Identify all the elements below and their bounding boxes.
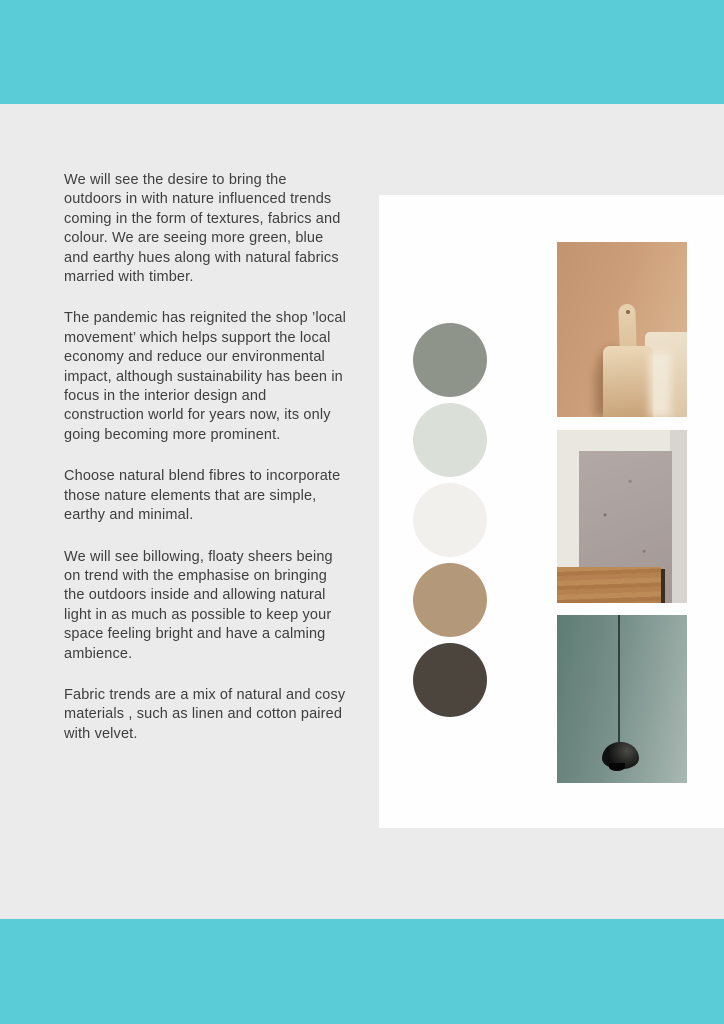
timber-shelf: [557, 567, 661, 603]
photo-concrete-wall-timber-shelf: [557, 430, 687, 603]
color-swatch-warm-tan: [413, 563, 487, 637]
body-text-column: [64, 171, 348, 766]
wall-strip: [670, 430, 687, 603]
color-swatch-charcoal-brown: [413, 643, 487, 717]
paragraph-fabric-trends: Fabric trends are a mix of natural and cosy materials , such as linen and cotton paired with velvet.: [64, 686, 346, 742]
photo-tan-wall-cutting-boards: [557, 242, 687, 417]
top-accent-band: [0, 0, 724, 104]
cutting-board-hole: [626, 310, 630, 314]
cutting-board-body: [603, 346, 653, 417]
paragraph-floaty-sheers: We will see billowing, floaty sheers being on trend with the emphasise on bringing the outdoors inside and allowing natural light in as much as possible to keep your space feeling bright and have a calming ambience.: [64, 548, 333, 662]
photo-green-wall-pendant-lamp: [557, 615, 687, 783]
paragraph-shop-local: The pandemic has reignited the shop ’local movement’ which helps support the local economy and reduce our environmental impact, although sustainability has been in focus in the interior design and construction world for years now, its only going becoming more prominent.: [64, 310, 346, 443]
pendant-lamp-lip: [609, 763, 625, 771]
paragraph-natural-fibres: Choose natural blend fibres to incorporate those nature elements that are simple, earthy and minimal.: [64, 468, 341, 524]
bottom-accent-band: [0, 919, 724, 1024]
moodboard-panel: [379, 195, 724, 828]
light-highlight: [649, 352, 671, 417]
shelf-end-shadow: [661, 569, 665, 603]
pendant-cord: [618, 615, 620, 745]
color-swatch-off-white: [413, 483, 487, 557]
color-swatch-pale-sage: [413, 403, 487, 477]
paragraph-nature-trends: We will see the desire to bring the outdoors in with nature influenced trends coming in the form of textures, fabrics and colour. We are seeing more green, blue and earthy hues along with natural fabrics married with timber.: [64, 172, 341, 286]
color-swatch-sage-green: [413, 323, 487, 397]
